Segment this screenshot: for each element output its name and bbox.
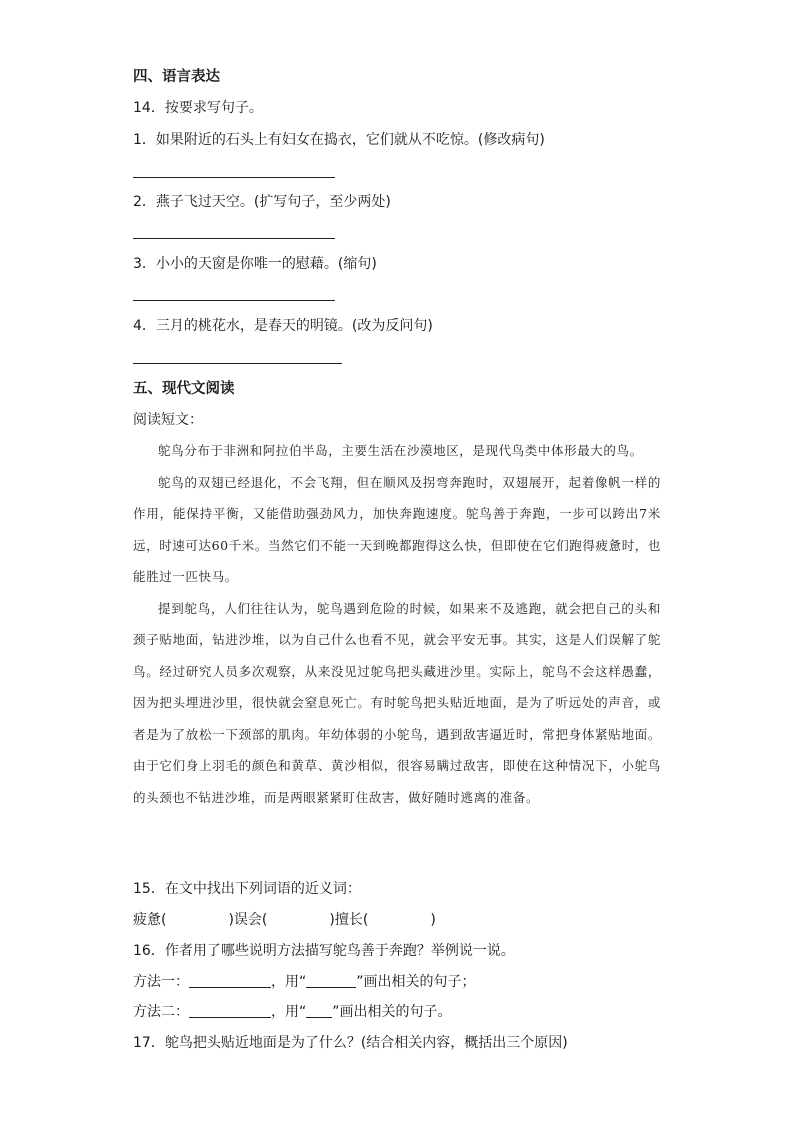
q15-word-2: )误会( [228, 912, 268, 928]
method1-suffix: ”画出相关的句子； [356, 974, 476, 990]
section-4-title: 四、语言表达 [133, 69, 220, 85]
method1-mid: ，用“ [271, 974, 307, 990]
method2-blank[interactable] [189, 1003, 271, 1018]
method2-suffix: ”画出相关的句子。 [332, 1004, 452, 1020]
passage-paragraph-3: 提到鸵鸟，人们往往认为，鸵鸟遇到危险的时候，如果来不及逃跑，就会把自己的头和颈子贴地面，钻进沙堆，以为自己什么也看不见，就会平安无事。其实，这是人们误解了鸵鸟。经过研究人员多次观察，从来没见过鸵鸟把头藏进沙里。实际上，鸵鸟不会这样愚蠢，因为把头埋进沙里，很快就会窒息死亡。有时鸵鸟把头贴近地面，是为了听远处的声音，或者是为了放松一下颈部的肌肉。年幼体弱的小鸵鸟，遇到敌害逼近时，常把身体紧贴地面。由于它们身上羽毛的颜色和黄草、黄沙相似，很容易瞒过敌害，即使在这种情况下，小鸵鸟的头颈也不钻进沙堆，而是两眼紧紧盯住敌害，做好随时逃离的准备。 [133, 600, 661, 805]
q14-item-2: 2．燕子飞过天空。(扩写句子，至少两处) [133, 194, 391, 210]
method1-blank[interactable] [189, 973, 271, 988]
question-17: 17．鸵鸟把头贴近地面是为了什么？(结合相关内容，概括出三个原因) [133, 1035, 568, 1051]
reading-intro: 阅读短文： [133, 412, 203, 428]
q15-word-1: 疲惫( [133, 912, 167, 928]
passage-paragraph-2: 鸵鸟的双翅已经退化，不会飞翔，但在顺风及拐弯奔跑时，双翅展开，起着像帆一样的作用，能保持平衡，又能借助强劲风力，加快奔跑速度。鸵鸟善于奔跑，一步可以跨出7米远，时速可达60千米。当然它们不能一天到晚都跑得这么快，但即使在它们跑得疲惫时，也能胜过一匹快马。 [133, 474, 662, 584]
question-14: 14．按要求写句子。 [133, 100, 263, 116]
question-16: 16．作者用了哪些说明方法描写鸵鸟善于奔跑？举例说一说。 [133, 943, 515, 959]
q15-word-end: ) [430, 912, 436, 928]
q16-method-1 [133, 972, 476, 992]
method2-mid: ，用“ [271, 1004, 307, 1020]
q14-item-4: 4．三月的桃花水，是春天的明镜。(改为反问句) [133, 318, 433, 334]
method2-mark-blank[interactable] [306, 1003, 332, 1018]
q15-word-3: )擅长( [329, 912, 369, 928]
section-5-title: 五、现代文阅读 [133, 381, 235, 397]
question-15: 15．在文中找出下列词语的近义词： [133, 881, 361, 897]
answer-line-3[interactable] [133, 300, 335, 301]
q14-item-3: 3．小小的天窗是你唯一的慰藉。(缩句) [133, 256, 377, 272]
answer-line-4[interactable] [133, 363, 342, 364]
method1-prefix: 方法一： [133, 974, 189, 990]
q15-words-row [133, 910, 436, 930]
passage-paragraph-1: 鸵鸟分布于非洲和阿拉伯半岛，主要生活在沙漠地区，是现代鸟类中体形最大的鸟。 [158, 443, 643, 458]
q16-method-2 [133, 1002, 452, 1022]
reading-passage [133, 435, 661, 813]
method2-prefix: 方法二： [133, 1004, 189, 1020]
answer-line-2[interactable] [133, 238, 335, 239]
q14-item-1: 1．如果附近的石头上有妇女在捣衣，它们就从不吃惊。(修改病句) [133, 132, 545, 148]
method1-mark-blank[interactable] [306, 973, 356, 988]
answer-line-1[interactable] [133, 177, 335, 178]
